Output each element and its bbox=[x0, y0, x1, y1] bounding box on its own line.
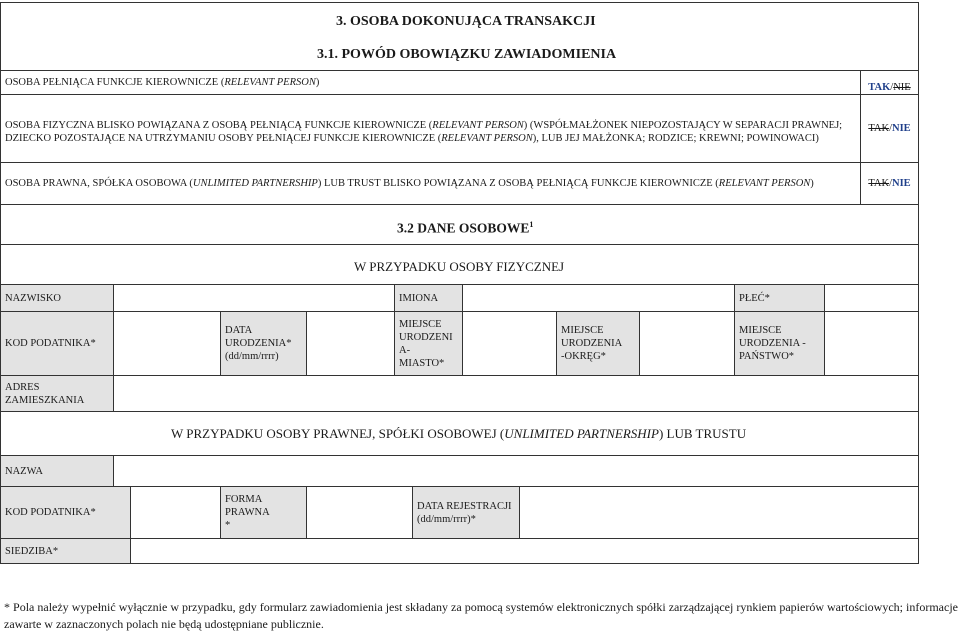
section-3-2-title: 3.2 DANE OSOBOWE$^1$ bbox=[0, 204, 919, 244]
yes-no-choice-2[interactable] bbox=[860, 94, 919, 162]
tak-option[interactable]: TAK bbox=[868, 178, 890, 189]
footnote-text: * Pola należy wypełnić wyłącznie w przypadku, gdy formularz zawiadomienia jest składany za pomocą systemów elektronicznych spółki zarządzającej rynkiem papierów wartościowych; informacje zawarte w zaznaczonych polach nie będą udostępniane publicznie. bbox=[4, 600, 958, 631]
registered-office-field[interactable] bbox=[130, 538, 919, 564]
nie-option[interactable]: NIE bbox=[893, 81, 911, 93]
address-label: ADRES ZAMIESZKANIA bbox=[0, 375, 113, 411]
registration-date-field[interactable] bbox=[519, 486, 919, 538]
birth-date-label: DATA URODZENIA* (dd/mm/rrrr) bbox=[220, 311, 306, 375]
first-names-field[interactable] bbox=[462, 284, 734, 311]
birth-country-label: MIEJSCE URODZENIA - PAŃSTWO* bbox=[734, 311, 824, 375]
nie-option[interactable]: NIE bbox=[891, 123, 911, 134]
tax-id-label: KOD PODATNIKA* bbox=[0, 311, 113, 375]
section-3-title: 3. OSOBA DOKONUJĄCA TRANSAKCJI bbox=[0, 2, 919, 40]
address-field[interactable] bbox=[113, 375, 919, 411]
section-3-1-title: 3.1. POWÓD OBOWIĄZKU ZAWIADOMIENIA bbox=[0, 40, 919, 70]
registration-date-label: DATA REJESTRACJI (dd/mm/rrrr)* bbox=[412, 486, 519, 538]
nie-option[interactable]: NIE bbox=[891, 178, 911, 189]
surname-field[interactable] bbox=[113, 284, 394, 311]
reason-legal-person: OSOBA PRAWNA, SPÓŁKA OSOBOWA (UNLIMITED PARTNERSHIP) LUB TRUST BLISKO POWIĄZANA Z OSOBĄ PEŁNIĄCĄ FUNKCJE KIEROWNICZE (RELEVANT PERSON) bbox=[0, 162, 860, 204]
yes-no-separator: / bbox=[890, 81, 894, 93]
yes-no-choice-3[interactable] bbox=[860, 162, 919, 204]
yes-no-separator: / bbox=[889, 178, 892, 189]
legal-person-heading: W PRZYPADKU OSOBY PRAWNEJ, SPÓŁKI OSOBOWEJ (UNLIMITED PARTNERSHIP) LUB TRUSTU bbox=[0, 411, 919, 455]
birth-city-label: MIEJSCE URODZENI A- MIASTO* bbox=[394, 311, 462, 375]
yes-no-separator: / bbox=[889, 123, 892, 134]
gender-field[interactable] bbox=[824, 284, 919, 311]
entity-tax-id-field[interactable] bbox=[130, 486, 220, 538]
reason-closely-associated-person: OSOBA FIZYCZNA BLISKO POWIĄZANA Z OSOBĄ PEŁNIĄCĄ FUNKCJE KIEROWNICZE (RELEVANT PERSON) (WSPÓŁMAŁŻONEK NIEPOZOSTAJĄCY W SEPARACJI PRAWNEJ; DZIECKO POZOSTAJĄCE NA UTRZYMANIU OSOBY PEŁNIĄCEJ FUNKCJE KIEROWNICZE (RELEVANT PERSON), LUB JEJ MAŁŻONKA; RODZICE; KREWNI; POWINOWACI) bbox=[0, 94, 860, 162]
birth-date-field[interactable] bbox=[306, 311, 394, 375]
legal-form-field[interactable] bbox=[306, 486, 412, 538]
tak-option[interactable]: TAK bbox=[868, 81, 891, 93]
yes-no-choice-1[interactable] bbox=[860, 70, 919, 94]
birth-district-field[interactable] bbox=[639, 311, 734, 375]
natural-person-heading: W PRZYPADKU OSOBY FIZYCZNEJ bbox=[0, 244, 919, 284]
legal-form-label: FORMA PRAWNA * bbox=[220, 486, 306, 538]
entity-name-label: NAZWA bbox=[0, 455, 113, 486]
first-names-label: IMIONA bbox=[394, 284, 462, 311]
registered-office-label: SIEDZIBA* bbox=[0, 538, 130, 564]
tax-id-field[interactable] bbox=[113, 311, 220, 375]
birth-country-field[interactable] bbox=[824, 311, 919, 375]
entity-name-field[interactable] bbox=[113, 455, 919, 486]
reason-relevant-person: OSOBA PEŁNIĄCA FUNKCJE KIEROWNICZE (RELEVANT PERSON) bbox=[0, 70, 860, 94]
birth-district-label: MIEJSCE URODZENIA -OKRĘG* bbox=[556, 311, 639, 375]
birth-city-field[interactable] bbox=[462, 311, 556, 375]
tak-option[interactable]: TAK bbox=[868, 123, 890, 134]
surname-label: NAZWISKO bbox=[0, 284, 113, 311]
entity-tax-id-label: KOD PODATNIKA* bbox=[0, 486, 130, 538]
gender-label: PŁEĆ* bbox=[734, 284, 824, 311]
footnote-ref: 1 bbox=[529, 220, 534, 229]
